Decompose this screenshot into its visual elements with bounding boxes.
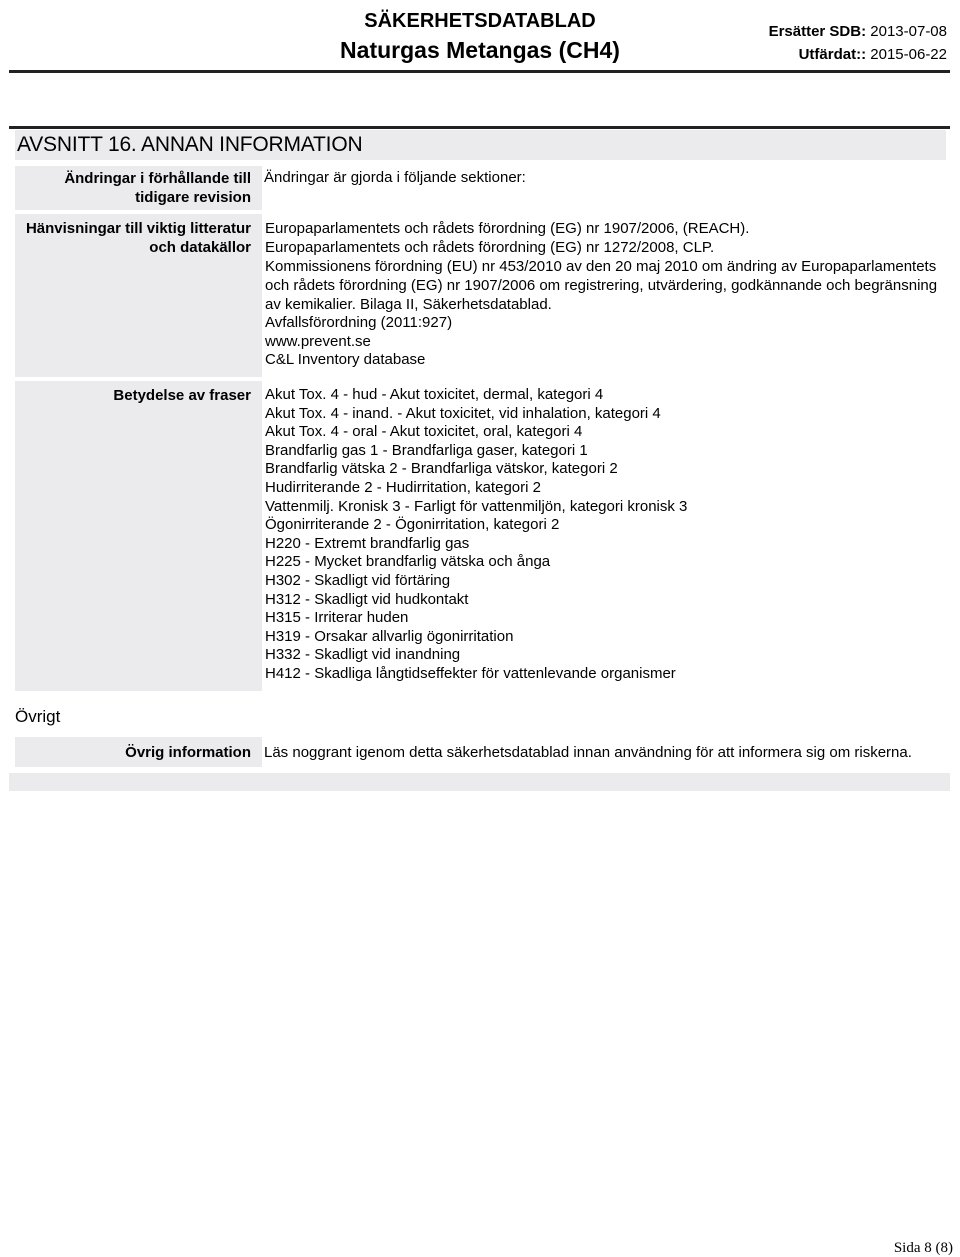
section-title-bar xyxy=(15,130,946,160)
phrase-item: Brandfarlig vätska 2 - Brandfarliga vätskor, kategori 2 xyxy=(265,460,618,478)
phrase-item: H312 - Skadligt vid hudkontakt xyxy=(265,590,469,608)
changes-label-line2: tidigare revision xyxy=(135,189,251,206)
issued xyxy=(799,46,947,63)
phrase-item: Brandfarlig gas 1 - Brandfarliga gaser, kategori 1 xyxy=(265,441,588,459)
phrase-item: H412 - Skadliga långtidseffekter för vattenlevande organismer xyxy=(265,664,676,682)
document-type: SÄKERHETSDATABLAD xyxy=(364,10,596,32)
changes-label xyxy=(15,166,262,210)
phrase-item: Vattenmilj. Kronisk 3 - Farligt för vattenmiljön, kategori kronisk 3 xyxy=(265,497,688,515)
phrases-list xyxy=(265,386,950,684)
phrase-item: Ögonirriterande 2 - Ögonirritation, kategori 2 xyxy=(265,516,560,534)
phrase-item: H319 - Orsakar allvarlig ögonirritation xyxy=(265,627,514,645)
references-label xyxy=(15,214,262,377)
phrases-label: Betydelse av fraser xyxy=(15,381,262,691)
phrase-item: H220 - Extremt brandfarlig gas xyxy=(265,534,470,552)
section-rule xyxy=(9,126,950,129)
phrase-item: Hudirriterande 2 - Hudirritation, kategori 2 xyxy=(265,478,541,496)
product-name: Naturgas Metangas (CH4) xyxy=(340,37,620,63)
phrase-item: H225 - Mycket brandfarlig vätska och ånga xyxy=(265,553,551,571)
replaces-label: Ersätter SDB: xyxy=(768,23,867,40)
changes-label-line1: Ändringar i förhållande till xyxy=(64,170,251,187)
changes-value: Ändringar är gjorda i följande sektioner: xyxy=(264,169,526,186)
phrase-item: Akut Tox. 4 - inand. - Akut toxicitet, vid inhalation, kategori 4 xyxy=(265,404,661,422)
issued-date: 2015-06-22 xyxy=(870,46,947,63)
page-number: Sida 8 (8) xyxy=(893,1240,953,1256)
phrase-item: H315 - Irriterar huden xyxy=(265,609,409,627)
other-info-label: Övrig information xyxy=(15,737,262,767)
references-label-line1: Hänvisningar till viktig litteratur xyxy=(25,220,251,237)
references-list xyxy=(265,220,950,370)
reference-item: C&L Inventory database xyxy=(265,351,426,369)
reference-item: Europaparlamentets och rådets förordning (EG) nr 1272/2008, CLP. xyxy=(265,238,715,256)
phrase-item: Akut Tox. 4 - hud - Akut toxicitet, dermal, kategori 4 xyxy=(265,386,604,403)
issued-label: Utfärdat:: xyxy=(798,46,867,63)
phrase-item: H302 - Skadligt vid förtäring xyxy=(265,571,451,589)
phrase-item: H332 - Skadligt vid inandning xyxy=(265,646,461,664)
header-rule xyxy=(9,70,950,73)
references-label-line2: och datakällor xyxy=(149,239,251,256)
other-info-value: Läs noggrant igenom detta säkerhetsdatablad innan användning för att informera sig om riskerna. xyxy=(264,744,912,761)
reference-item: Kommissionens förordning (EU) nr 453/2010 av den 20 maj 2010 om ändring av Europaparlamentets och rådets förordning (EG) nr 1907/2006 om registrering, utvärdering, godkännande och begränsning av kemikalier. Bilaga II, Säkerhetsdatablad. xyxy=(265,258,938,314)
phrase-item: Akut Tox. 4 - oral - Akut toxicitet, oral, kategori 4 xyxy=(265,423,583,441)
replaces-sds xyxy=(769,23,947,40)
other-heading: Övrigt xyxy=(15,707,61,726)
section-title: AVSNITT 16. ANNAN INFORMATION xyxy=(17,133,363,156)
reference-item: www.prevent.se xyxy=(265,332,371,350)
replaces-date: 2013-07-08 xyxy=(870,23,947,40)
reference-item: Avfallsförordning (2011:927) xyxy=(265,314,453,332)
reference-item: Europaparlamentets och rådets förordning (EG) nr 1907/2006, (REACH). xyxy=(265,220,750,237)
section-end-bar xyxy=(9,773,950,791)
